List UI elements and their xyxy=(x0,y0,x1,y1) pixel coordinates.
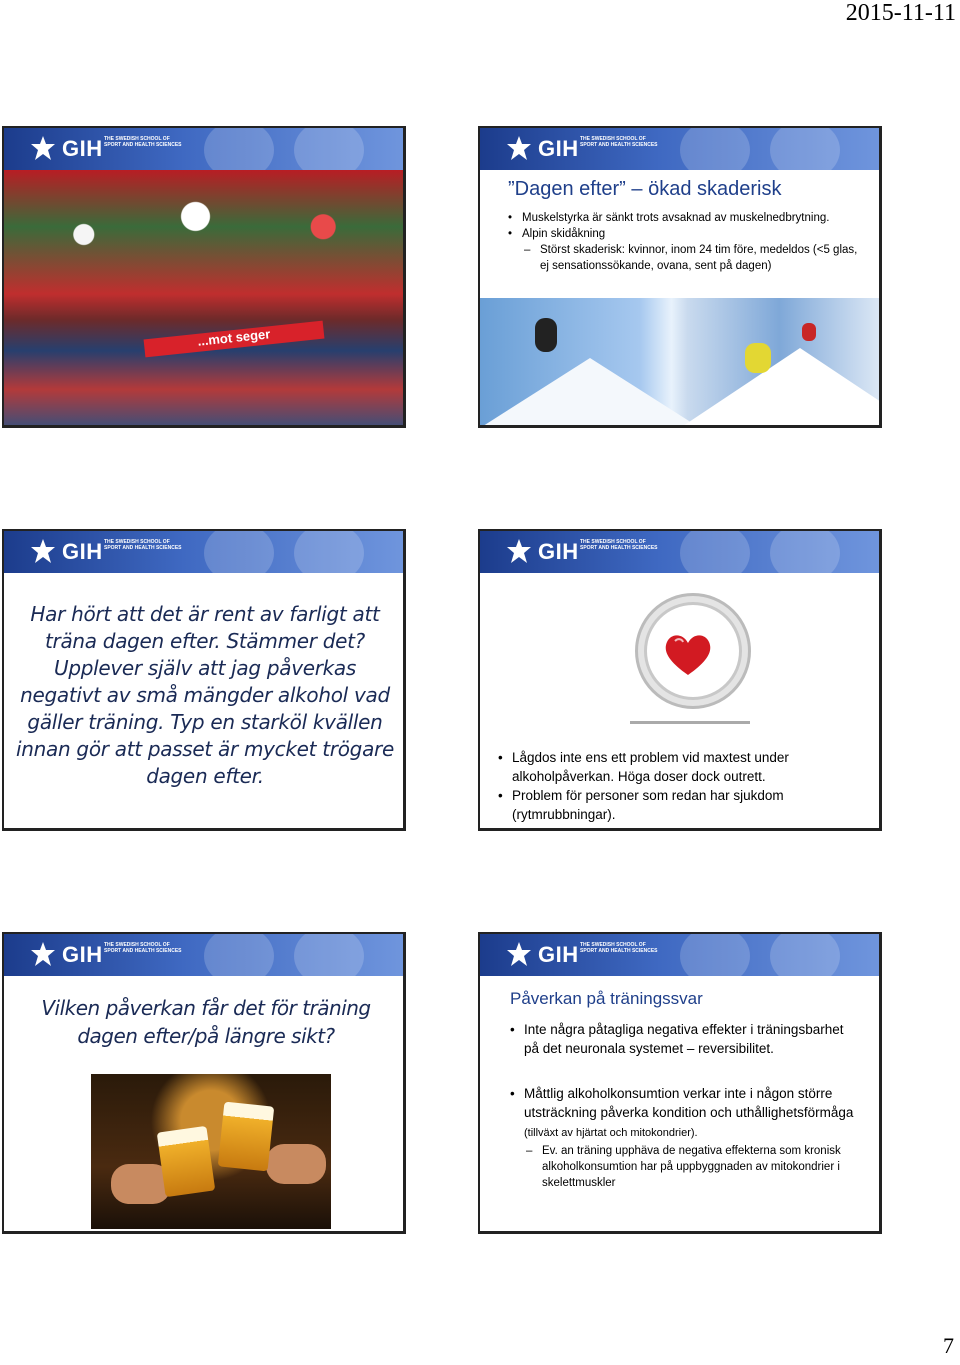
gih-emblem-icon xyxy=(504,537,534,567)
slide-6 xyxy=(478,932,882,1234)
gih-emblem-icon xyxy=(28,940,58,970)
skier-figure xyxy=(802,323,816,341)
gih-emblem-icon xyxy=(28,134,58,164)
gih-logo-text: GIH xyxy=(62,136,103,161)
page-number: 7 xyxy=(943,1333,954,1358)
gih-logo-subtitle: THE SWEDISH SCHOOL OF SPORT AND HEALTH SCIENCES xyxy=(580,136,658,148)
gih-logo-subtitle: THE SWEDISH SCHOOL OF SPORT AND HEALTH SCIENCES xyxy=(104,136,182,148)
gih-logo-subtitle: THE SWEDISH SCHOOL OF SPORT AND HEALTH SCIENCES xyxy=(580,942,658,954)
slide-4 xyxy=(478,529,882,831)
skier-figure xyxy=(535,318,557,352)
beer-glass xyxy=(218,1102,275,1172)
beer-toast-photo xyxy=(91,1074,331,1229)
gih-emblem-icon xyxy=(504,134,534,164)
gih-banner xyxy=(480,934,879,976)
crowd-photo xyxy=(4,170,403,428)
gih-logo-text: GIH xyxy=(538,136,579,161)
gih-emblem-icon xyxy=(28,537,58,567)
bullet-item xyxy=(508,1084,858,1143)
gih-logo-text: GIH xyxy=(538,942,579,967)
slide-1 xyxy=(2,126,406,428)
crowd-banner-text: ...mot seger xyxy=(144,321,325,358)
skier-figure xyxy=(745,343,771,373)
slide-3 xyxy=(2,529,406,831)
gih-logo-text: GIH xyxy=(538,539,579,564)
gih-banner xyxy=(480,128,879,170)
gih-logo-subtitle: THE SWEDISH SCHOOL OF SPORT AND HEALTH SCIENCES xyxy=(104,942,182,954)
beer-glass xyxy=(157,1126,216,1197)
gih-banner xyxy=(4,128,403,170)
gih-emblem-icon xyxy=(504,940,534,970)
gih-banner xyxy=(480,531,879,573)
sub-bullet-item: – Ev. an träning upphäva de negativa effekterna som kronisk alkoholkonsumtion har på uppbyggnaden av mitokondrier i skelettmuskler xyxy=(508,1143,858,1191)
sub-bullet-item: – Störst skaderisk: kvinnor, inom 24 tim före, medeldos (<5 glas, ej sensationssökande, ovana, sent på dagen) xyxy=(506,242,866,274)
bullet-item: • Lågdos inte ens ett problem vid maxtest under alkoholpåverkan. Höga doser dock outrett. xyxy=(496,748,866,786)
gih-banner xyxy=(4,934,403,976)
slide-title: Påverkan på träningssvar xyxy=(510,989,703,1008)
slide-question: Vilken påverkan får det för träning dagen efter/på längre sikt? xyxy=(41,996,371,1048)
slide-body xyxy=(506,210,866,274)
wheel-stand xyxy=(630,681,750,724)
heart-icon xyxy=(663,631,713,677)
slide-body xyxy=(496,748,866,824)
skiing-photo xyxy=(480,298,879,428)
bullet-item: • Alpin skidåkning xyxy=(506,226,866,242)
gih-banner xyxy=(4,531,403,573)
slide-body xyxy=(508,1020,858,1191)
gih-logo-text: GIH xyxy=(62,539,103,564)
bullet-item: • Problem för personer som redan har sjukdom (rytmrubbningar). xyxy=(496,786,866,824)
bullet-small-text: (tillväxt av hjärtat och mitokondrier). xyxy=(524,1127,698,1139)
slide-5 xyxy=(2,932,406,1234)
bullet-item: • Muskelstyrka är sänkt trots avsaknad av muskelnedbrytning. xyxy=(506,210,866,226)
slide-quote: Har hört att det är rent av farligt att träna dagen efter. Stämmer det? Upplever själv att jag påverkas negativt av små mängder alkohol vad gäller träning. Typ en starköl kvällen innan gör att passet är mycket trögare dagen efter. xyxy=(16,602,394,788)
gih-logo-subtitle: THE SWEDISH SCHOOL OF SPORT AND HEALTH SCIENCES xyxy=(580,539,658,551)
document-date: 2015-11-11 xyxy=(845,0,956,26)
bullet-main-text: Måttlig alkoholkonsumtion verkar inte i någon större utsträckning påverka kondition och uthållighetsförmåga xyxy=(524,1086,854,1120)
slide-title: ”Dagen efter” – ökad skaderisk xyxy=(508,178,782,200)
gih-logo-subtitle: THE SWEDISH SCHOOL OF SPORT AND HEALTH SCIENCES xyxy=(104,539,182,551)
gih-logo-text: GIH xyxy=(62,942,103,967)
slide-2 xyxy=(478,126,882,428)
bullet-item: • Inte några påtagliga negativa effekter i träningsbarhet på det neuronala systemet – reversibilitet. xyxy=(508,1020,858,1058)
